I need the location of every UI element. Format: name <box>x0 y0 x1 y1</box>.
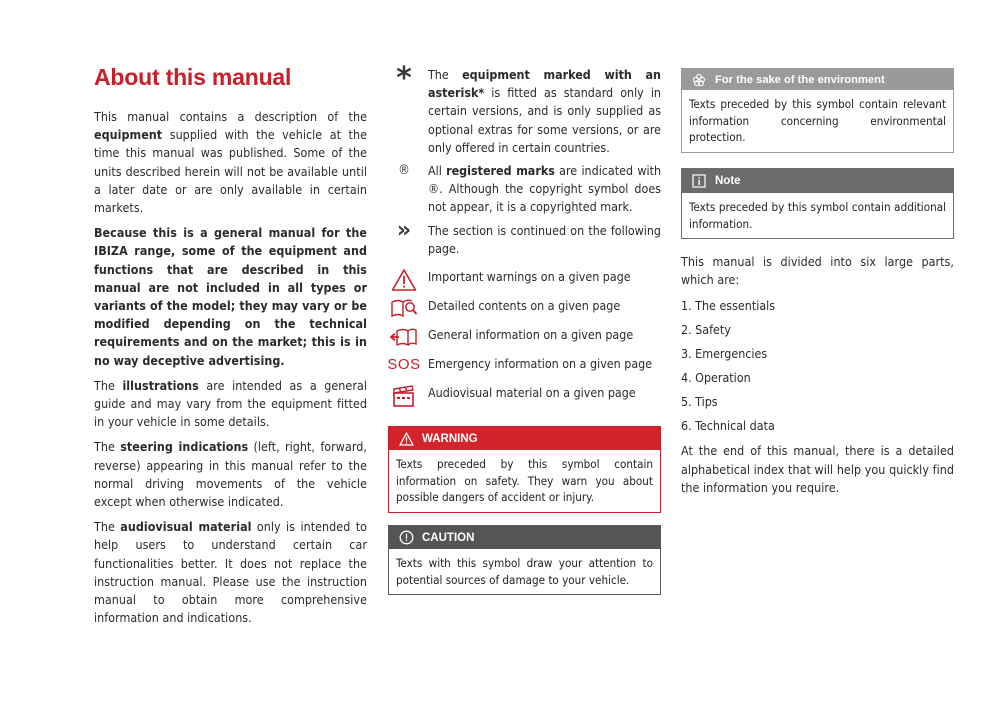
warning-box-title: WARNING <box>422 432 478 445</box>
legend-warnings: Important warnings on a given page <box>388 268 661 286</box>
parts-list <box>681 294 954 438</box>
list-item: 1. The essentials <box>681 298 776 314</box>
environment-box-header <box>682 69 953 90</box>
sos-icon: SOS <box>387 356 421 374</box>
paragraph-steering: The steering indications (left, right, forward, reverse) appearing in this manual refer to the normal driving movements of the vehicle except when otherwise indicated. <box>94 439 367 510</box>
environment-box-title: For the sake of the environment <box>715 73 885 86</box>
paragraph-audiovisual: The audiovisual material only is intended to help users to understand certain car functionalities better. It does not replace the instruction manual. Please use the instruction manual to obtain more comprehensive information and indications. <box>94 519 367 626</box>
caution-box <box>388 525 661 595</box>
intro-text <box>94 108 367 634</box>
book-magnifier-icon <box>388 297 420 321</box>
paragraph-general-manual: Because this is a general manual for the IBIZA range, some of the equipment and functions that are described in this manual are not included in all types or variants of the model; they may vary or be modified depending on the technical requirements and on the market; this is in no way deceptive advertising. <box>94 225 367 368</box>
info-icon <box>691 173 707 189</box>
legend-registered: ® All registered marks are indicated with ®. Although the copyright symbol does not appear, it is a copyrighted mark. <box>388 162 661 217</box>
note-box-text: Texts preceded by this symbol contain additional information. <box>689 200 946 231</box>
legend-detailed-contents: Detailed contents on a given page <box>388 297 661 315</box>
asterisk-icon: * <box>396 61 412 96</box>
note-box-title: Note <box>715 175 741 187</box>
clapperboard-icon <box>388 384 420 408</box>
list-item: 5. Tips <box>681 394 718 410</box>
legend-continued: » The section is continued on the following page. <box>388 222 661 258</box>
caution-exclamation-icon <box>398 530 414 546</box>
paragraph-equipment: This manual contains a description of the equipment supplied with the vehicle at the time this manual was published. Some of the units described herein will not be available until a later date or are only available in certain markets. <box>94 109 367 216</box>
warning-box-text: Texts preceded by this symbol contain information on safety. They warn you about possible dangers of accident or injury. <box>396 457 653 504</box>
warning-box-header <box>389 427 660 450</box>
double-chevron-icon: » <box>396 217 412 243</box>
warning-box <box>388 426 661 513</box>
structure-intro: This manual is divided into six large parts, which are: <box>681 254 954 288</box>
book-arrow-icon <box>388 326 420 350</box>
legend-emergency: SOS Emergency information on a given page <box>388 355 661 373</box>
flower-icon <box>691 72 707 88</box>
note-box-header <box>682 169 953 193</box>
paragraph-illustrations: The illustrations are intended as a general guide and may vary from the equipment fitted in your vehicle in some details. <box>94 377 367 430</box>
caution-box-title: CAUTION <box>422 531 475 544</box>
environment-box-text: Texts preceded by this symbol contain relevant information concerning environmental protection. <box>689 97 946 144</box>
symbol-legend <box>387 61 662 413</box>
list-item: 4. Operation <box>681 370 751 386</box>
list-item: 3. Emergencies <box>681 346 768 362</box>
caution-box-header <box>389 526 660 549</box>
registered-icon: ® <box>398 163 410 179</box>
legend-general-info: General information on a given page <box>388 326 661 344</box>
list-item: 6. Technical data <box>681 418 775 434</box>
note-box <box>681 168 954 239</box>
environment-box <box>681 68 954 153</box>
structure-outro: At the end of this manual, there is a detailed alphabetical index that will help you quickly find the information you require. <box>681 443 954 495</box>
page-title: About this manual <box>94 64 292 90</box>
legend-audiovisual: Audiovisual material on a given page <box>388 384 661 402</box>
manual-structure <box>681 253 954 502</box>
caution-box-text: Texts with this symbol draw your attention to potential sources of damage to your vehicle. <box>396 556 653 587</box>
warning-triangle-icon <box>388 268 420 292</box>
list-item: 2. Safety <box>681 322 731 338</box>
warning-triangle-icon <box>398 431 414 447</box>
legend-asterisk: * The equipment marked with an asterisk* is fitted as standard only in certain versions, and is only supplied as optional extras for some versions, or are only offered in certain countries. <box>388 66 661 157</box>
